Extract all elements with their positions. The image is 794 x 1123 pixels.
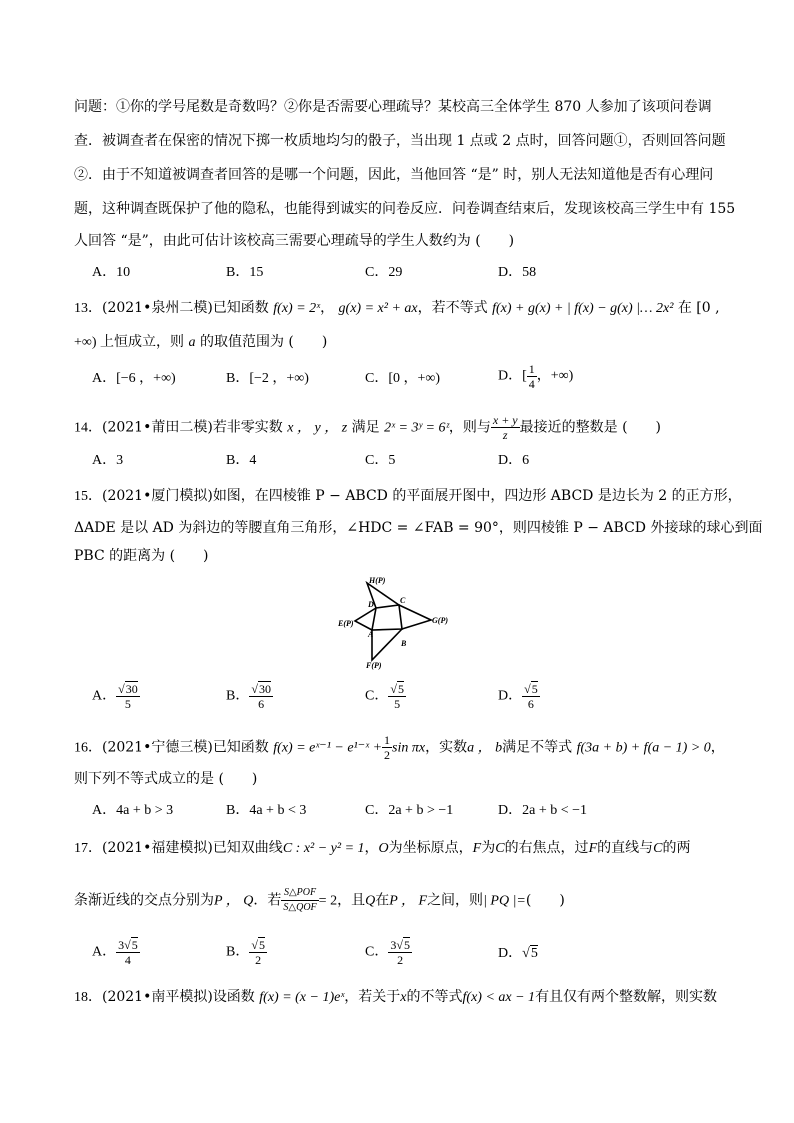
radicand: 5 bbox=[131, 938, 138, 952]
option-label: D．[ bbox=[498, 368, 527, 384]
question-number: 17． bbox=[74, 841, 102, 856]
fraction bbox=[388, 938, 412, 967]
q17-option-c bbox=[365, 938, 412, 967]
math-expression: g(x) = x² + ax bbox=[338, 301, 418, 316]
option-label: D． bbox=[498, 688, 523, 704]
q17-line-1 bbox=[74, 838, 690, 859]
text: 的两 bbox=[662, 840, 691, 856]
q13-option-d bbox=[498, 362, 573, 391]
fraction bbox=[116, 682, 140, 711]
text: 为 bbox=[481, 840, 496, 856]
math-expression: f(x) = eˣ⁻¹ − e¹⁻ˣ + bbox=[273, 740, 383, 756]
label-g: G(P) bbox=[432, 616, 448, 625]
math-variable: a bbox=[188, 335, 196, 350]
label-e: E(P) bbox=[338, 619, 354, 628]
denominator: S△QOF bbox=[283, 902, 317, 913]
math-variable: F bbox=[588, 841, 598, 856]
q14-option-d: D．6 bbox=[498, 453, 530, 468]
math-expression: f(3a + b) + f(a − 1) > 0 bbox=[576, 740, 711, 756]
q12-option-c: C．29 bbox=[365, 265, 403, 280]
q14-option-b: B．4 bbox=[226, 453, 257, 468]
radicand: 30 bbox=[258, 682, 271, 696]
q12-option-b: B．15 bbox=[226, 265, 264, 280]
text: 的不等式 bbox=[406, 989, 463, 1005]
option-label: C． bbox=[365, 944, 389, 960]
math-expression: f(x) = 2ˣ bbox=[273, 301, 321, 316]
label-a: A bbox=[368, 630, 374, 639]
q15-line-1 bbox=[74, 486, 742, 507]
denominator: 6 bbox=[258, 697, 265, 711]
text: 已知函数 bbox=[212, 739, 269, 756]
text: 满足 bbox=[351, 419, 380, 436]
option-label: B． bbox=[226, 688, 250, 704]
radicand: 5 bbox=[403, 938, 410, 952]
label-f: F(P) bbox=[366, 661, 382, 670]
question-source: (2021•南平模拟) bbox=[102, 989, 213, 1005]
question-number: 13． bbox=[74, 301, 102, 316]
coefficient: 3 bbox=[390, 938, 397, 952]
q12-line-3: ②．由于不知道被调查者回答的是哪一个问题，因此，当他回答 “是” 时，别人无法知道他是否有心理问 bbox=[74, 167, 714, 183]
q15-line-3: PBC 的距离为 ( ) bbox=[74, 548, 209, 564]
text: +∞) 上恒成立，则 bbox=[74, 335, 185, 350]
text: ，且 bbox=[337, 892, 366, 909]
math-variable: C bbox=[495, 841, 505, 856]
q13-option-a: A．[−6 ，+∞) bbox=[92, 371, 176, 386]
text: 在 [0 , bbox=[677, 300, 720, 316]
q12-option-a: A．10 bbox=[92, 265, 131, 280]
q16-option-a: A．4a + b > 3 bbox=[92, 803, 174, 818]
q17-line-2 bbox=[74, 886, 565, 915]
text: 如图，在四棱锥 P − ABCD 的平面展开图中，四边形 ABCD 是边长为 2 的正方形， bbox=[212, 488, 742, 504]
text: 已知双曲线 bbox=[212, 840, 283, 856]
coefficient: 3 bbox=[118, 938, 125, 952]
label-d: D bbox=[368, 600, 374, 609]
q14-line-1 bbox=[74, 413, 661, 442]
option-label: D． bbox=[498, 946, 523, 961]
label-c: C bbox=[400, 596, 406, 605]
math-variable: x bbox=[400, 990, 407, 1005]
denominator: 6 bbox=[527, 697, 534, 711]
math-expression: | PQ |= bbox=[483, 893, 526, 909]
q13-line-1: 13．(2021•泉州二模)已知函数 f(x) = 2ˣ， g(x) = x² + ax，若不等式 f(x) + g(x) + | f(x) − g(x) |… 2x² 在 [0 , bbox=[74, 300, 720, 316]
question-source: (2021•厦门模拟) bbox=[102, 488, 213, 504]
q17-option-b bbox=[226, 938, 267, 967]
label-b: B bbox=[401, 639, 407, 648]
math-expression: P ， Q bbox=[214, 893, 254, 909]
label-h: H(P) bbox=[369, 576, 386, 585]
fraction bbox=[388, 682, 406, 711]
numerator: √5 bbox=[251, 938, 265, 952]
q15-line-2: ΔADE 是以 AD 为斜边的等腰直角三角形，∠HDC = ∠FAB = 90°，则四棱锥 P − ABCD 外接球的球心到面 bbox=[74, 520, 763, 536]
q17-option-d: D．√5 bbox=[498, 946, 538, 961]
triangle-fab bbox=[372, 629, 402, 660]
math-expression: sin πx bbox=[392, 740, 426, 756]
q12-option-d: D．58 bbox=[498, 265, 537, 280]
math-expression: f(x) = (x − 1)eˣ bbox=[259, 990, 345, 1005]
question-number: 18． bbox=[74, 990, 102, 1005]
radicand: 5 bbox=[530, 946, 538, 961]
question-source: (2021•泉州二模) bbox=[102, 300, 213, 316]
fraction bbox=[382, 733, 392, 762]
question-source: (2021•福建模拟) bbox=[102, 840, 213, 856]
text: 若非零实数 bbox=[212, 419, 283, 436]
pyramid-net-figure bbox=[335, 574, 460, 670]
q17-option-a bbox=[92, 938, 140, 967]
text: 之间，则 bbox=[427, 892, 484, 909]
denominator: 4 bbox=[528, 377, 535, 391]
numerator: 1 bbox=[384, 733, 391, 747]
text: ．若 bbox=[253, 892, 282, 909]
denominator: 2 bbox=[384, 748, 391, 762]
text: 的直线与 bbox=[597, 840, 654, 856]
option-label: B． bbox=[226, 944, 250, 960]
denominator: 4 bbox=[124, 953, 131, 967]
numerator: √5 bbox=[524, 682, 538, 696]
q12-line-4: 题，这种调查既保护了他的隐私，也能得到诚实的问卷反应．问卷调查结束后，发现该校高三学生中有 155 bbox=[74, 201, 736, 217]
radicand: 5 bbox=[258, 938, 265, 952]
numerator: S△POF bbox=[281, 886, 318, 901]
q12-line-5: 人回答 “是”，由此可估计该校高三需要心理疏导的学生人数约为 ( ) bbox=[74, 233, 515, 249]
text: 有且仅有两个整数解，则实数 bbox=[535, 989, 718, 1005]
q14-option-c: C．5 bbox=[365, 453, 396, 468]
math-expression: 2ˣ = 3ʸ = 6ᶻ bbox=[384, 420, 449, 436]
numerator: √5 bbox=[390, 682, 404, 696]
radicand: 30 bbox=[125, 682, 138, 696]
text: 满足不等式 bbox=[502, 739, 573, 756]
text: 的取值范围为 ( ) bbox=[199, 334, 328, 350]
q16-option-b: B．4a + b < 3 bbox=[226, 803, 307, 818]
math-expression: f(x) + g(x) + | f(x) − g(x) |… 2x² bbox=[492, 301, 674, 316]
numerator: 3√5 bbox=[118, 938, 138, 952]
q15-option-a bbox=[92, 682, 140, 711]
denominator: 5 bbox=[394, 697, 401, 711]
question-source: (2021•宁德三模) bbox=[102, 739, 213, 756]
triangle-gcb bbox=[399, 605, 431, 629]
math-variable: Q bbox=[365, 893, 376, 909]
math-expression: f(x) < ax − 1 bbox=[462, 990, 536, 1005]
fraction bbox=[491, 413, 520, 442]
text: 最接近的整数是 ( ) bbox=[519, 419, 661, 436]
numerator: √30 bbox=[118, 682, 138, 696]
option-label: C． bbox=[365, 688, 389, 704]
math-expression: C : x² − y² = 1 bbox=[282, 841, 365, 856]
math-expression: x ， y ， z bbox=[287, 420, 348, 436]
option-label: A． bbox=[92, 944, 117, 960]
text: 在 bbox=[375, 892, 390, 909]
math-expression: P ， F bbox=[389, 893, 428, 909]
text: ，实数 bbox=[425, 739, 468, 756]
text: 已知函数 bbox=[212, 300, 269, 316]
text: ，+∞) bbox=[536, 368, 574, 384]
q16-line-2: 则下列不等式成立的是 ( ) bbox=[74, 771, 258, 787]
denominator: 5 bbox=[124, 697, 131, 711]
q15-option-d bbox=[498, 682, 540, 711]
text: ，若不等式 bbox=[417, 300, 488, 316]
math-expression: = 2 bbox=[318, 893, 338, 909]
text: ，则与 bbox=[448, 419, 491, 436]
q15-option-b bbox=[226, 682, 273, 711]
q13-option-c: C．[0 ，+∞) bbox=[365, 371, 441, 386]
text: 的右焦点，过 bbox=[504, 840, 589, 856]
question-number: 16． bbox=[74, 740, 102, 756]
q16-line-1 bbox=[74, 733, 725, 762]
math-expression: a ， b bbox=[467, 740, 503, 756]
square-abcd bbox=[372, 605, 402, 630]
denominator: 2 bbox=[255, 953, 262, 967]
math-variable: F bbox=[472, 841, 482, 856]
denominator: 2 bbox=[397, 953, 404, 967]
question-number: 14． bbox=[74, 420, 102, 436]
text: ，若关于 bbox=[344, 989, 401, 1005]
text: ， bbox=[710, 739, 725, 756]
fraction bbox=[527, 362, 537, 391]
q12-line-1: 问题：①你的学号尾数是奇数吗？②你是否需要心理疏导？某校高三全体学生 870 人参加了该项问卷调 bbox=[74, 99, 712, 115]
numerator: 1 bbox=[528, 362, 535, 376]
numerator: x + y bbox=[492, 413, 518, 427]
q16-option-c: C．2a + b > −1 bbox=[365, 803, 454, 818]
numerator: 3√5 bbox=[390, 938, 410, 952]
fraction bbox=[249, 682, 273, 711]
text: ， bbox=[364, 840, 379, 856]
fraction bbox=[249, 938, 267, 967]
math-variable: O bbox=[378, 841, 389, 856]
text: 设函数 bbox=[212, 989, 255, 1005]
q13-line-2 bbox=[74, 332, 327, 353]
q15-option-c bbox=[365, 682, 406, 711]
q18-line-1 bbox=[74, 987, 717, 1008]
q14-option-a: A．3 bbox=[92, 453, 124, 468]
text: ( ) bbox=[525, 892, 565, 909]
fraction bbox=[116, 938, 140, 967]
q13-option-b: B．[−2 ，+∞) bbox=[226, 371, 309, 386]
question-source: (2021•莆田二模) bbox=[102, 419, 213, 436]
option-label: A． bbox=[92, 688, 117, 704]
q16-option-d: D．2a + b < −1 bbox=[498, 803, 588, 818]
math-variable: C bbox=[653, 841, 663, 856]
q12-line-2: 查．被调查者在保密的情况下掷一枚质地均匀的骰子，当出现 1 点或 2 点时，回答问题①，否则回答问题 bbox=[74, 133, 726, 149]
text: 为坐标原点， bbox=[388, 840, 473, 856]
radicand: 5 bbox=[397, 682, 404, 696]
text: 条渐近线的交点分别为 bbox=[74, 892, 214, 909]
radicand: 5 bbox=[531, 682, 538, 696]
numerator: √30 bbox=[251, 682, 271, 696]
fraction bbox=[522, 682, 540, 711]
question-number: 15． bbox=[74, 489, 102, 504]
denominator: z bbox=[502, 428, 508, 442]
fraction bbox=[281, 886, 318, 915]
